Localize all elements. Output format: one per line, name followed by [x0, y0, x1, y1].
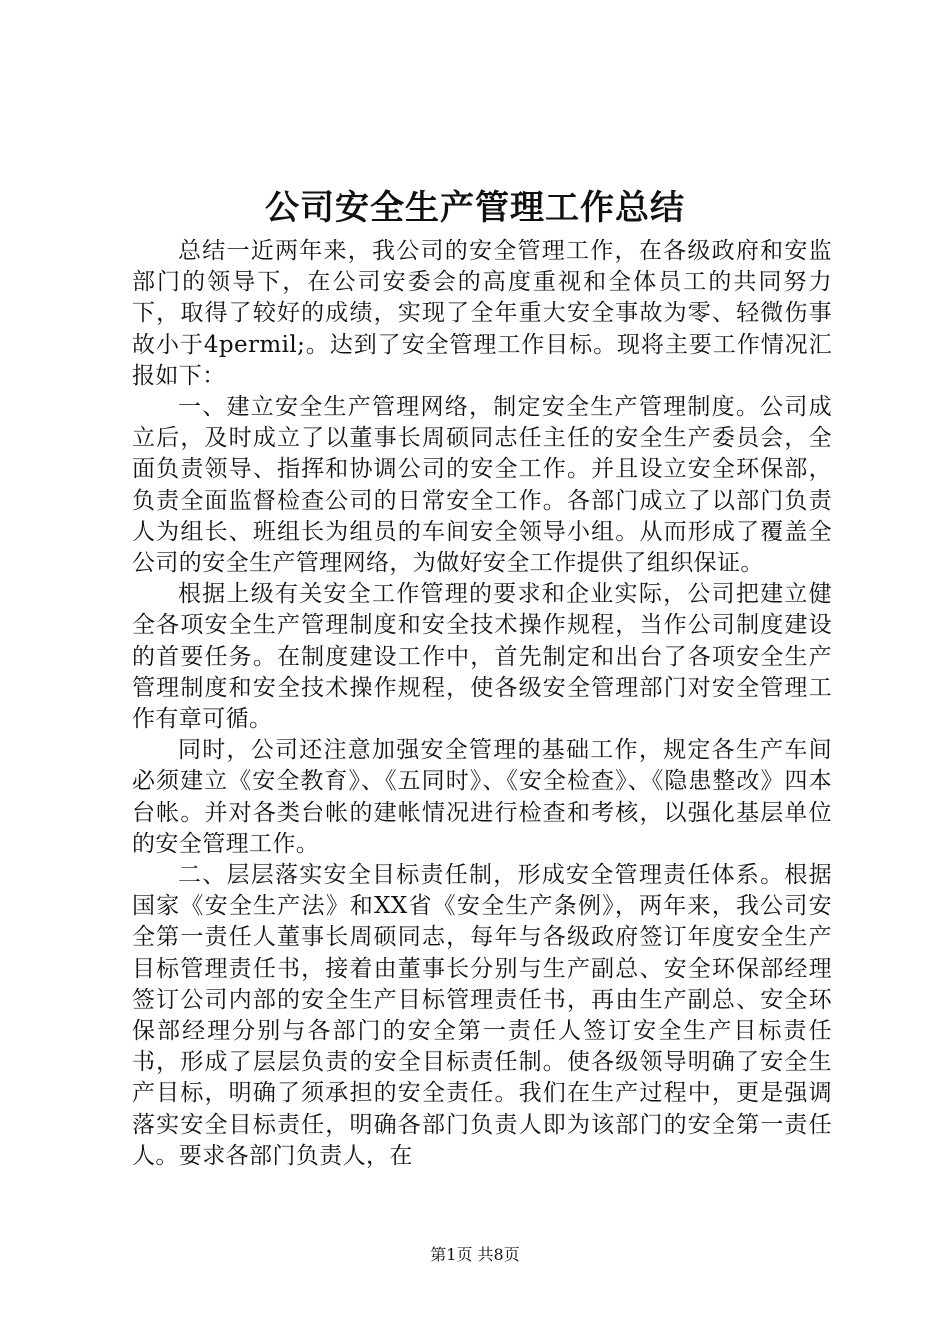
document-title: 公司安全生产管理工作总结 — [265, 188, 685, 228]
document-body — [132, 236, 832, 1172]
paragraph-ledgers: 同时，公司还注意加强安全管理的基础工作，规定各生产车间必须建立《安全教育》、《五同时》、《安全检查》、《隐患整改》四本台帐。并对各类台帐的建帐情况进行检查和考核，以强化基层单位的安全管理工作。 — [132, 737, 832, 857]
page-footer: 第1页 共8页 — [430, 1245, 520, 1264]
paragraph-intro: 总结一近两年来，我公司的安全管理工作，在各级政府和安监部门的领导下，在公司安委会的高度重视和全体员工的共同努力下，取得了较好的成绩，实现了全年重大安全事故为零、轻微伤事故小于4permil;。达到了安全管理工作目标。现将主要工作情况汇报如下： — [132, 238, 832, 389]
paragraph-section-1: 一、建立安全生产管理网络，制定安全生产管理制度。公司成立后，及时成立了以董事长周硕同志任主任的安全生产委员会，全面负责领导、指挥和协调公司的安全工作。并且设立安全环保部，负责全面监督检查公司的日常安全工作。各部门成立了以部门负责人为组长、班组长为组员的车间安全领导小组。从而形成了覆盖全公司的安全生产管理网络，为做好安全工作提供了组织保证。 — [132, 394, 832, 577]
paragraph-regulations: 根据上级有关安全工作管理的要求和企业实际，公司把建立健全各项安全生产管理制度和安全技术操作规程，当作公司制度建设的首要任务。在制度建设工作中，首先制定和出台了各项安全生产管理制度和安全技术操作规程，使各级安全管理部门对安全管理工作有章可循。 — [132, 581, 832, 733]
paragraph-section-2: 二、层层落实安全目标责任制，形成安全管理责任体系。根据国家《安全生产法》和XX省《安全生产条例》，两年来，我公司安全第一责任人董事长周硕同志，每年与各级政府签订年度安全生产目标管理责任书，接着由董事长分别与生产副总、安全环保部经理签订公司内部的安全生产目标管理责任书，再由生产副总、安全环保部经理分别与各部门的安全第一责任人签订安全生产目标责任书，形成了层层负责的安全目标责任制。使各级领导明确了安全生产目标，明确了须承担的安全责任。我们在生产过程中，更是强调落实安全目标责任，明确各部门负责人即为该部门的安全第一责任人。要求各部门负责人，在 — [132, 862, 832, 1169]
